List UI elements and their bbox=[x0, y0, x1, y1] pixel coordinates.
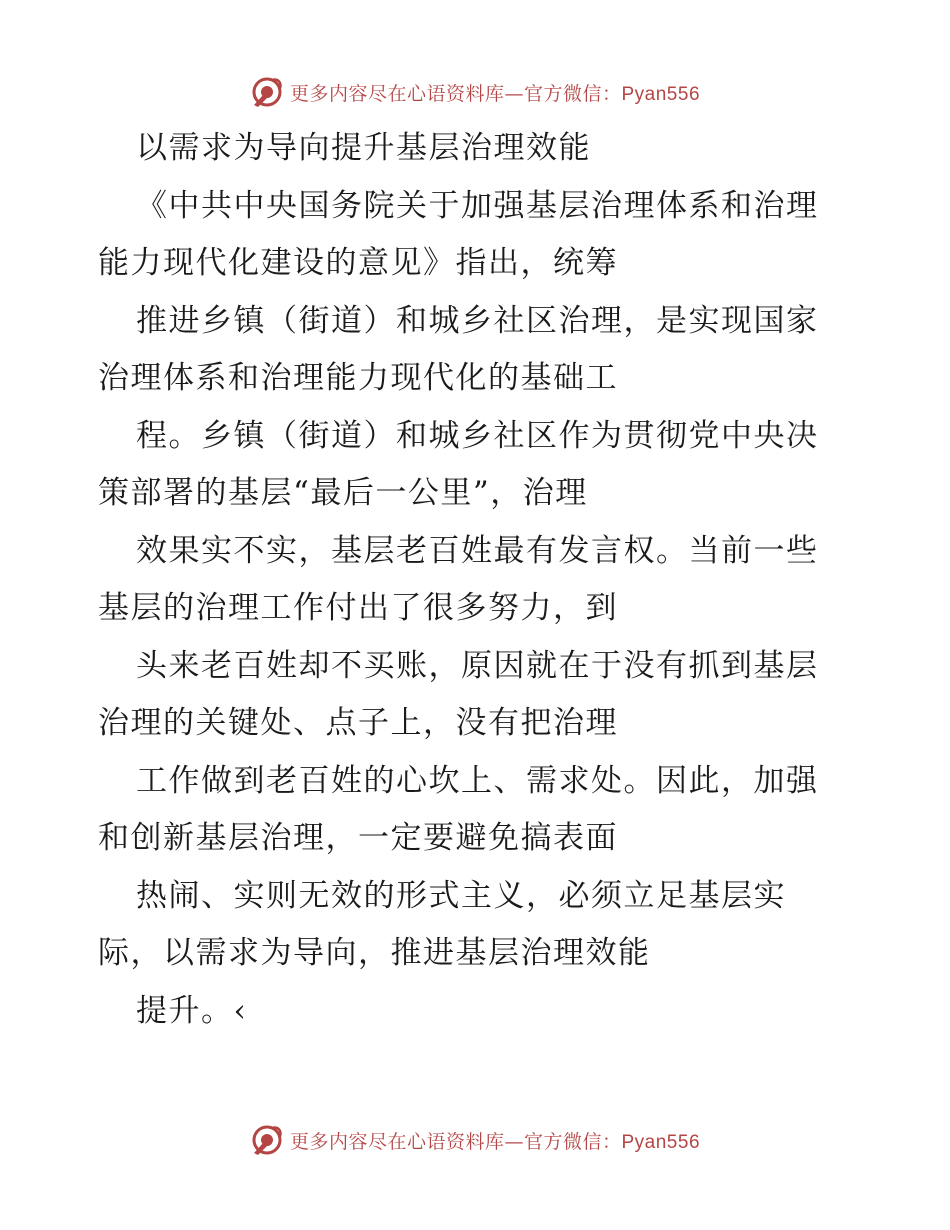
paragraph-line: 和创新基层治理，一定要避免搞表面 bbox=[98, 820, 618, 856]
paragraph-line: 热闹、实则无效的形式主义，必须立足基层实 bbox=[136, 877, 786, 914]
watermark-wechat-id: Pyan556 bbox=[621, 1131, 701, 1153]
header-watermark bbox=[0, 72, 950, 112]
paragraph-line: 《中共中央国务院关于加强基层治理体系和治理 bbox=[136, 187, 819, 224]
watermark-text bbox=[290, 79, 700, 106]
paragraph-line: 治理的关键处、点子上，没有把治理 bbox=[98, 705, 618, 741]
paragraph-line: 策部署的基层“最后一公里”，治理 bbox=[98, 475, 588, 511]
watermark-wechat-id: Pyan556 bbox=[621, 83, 701, 105]
pen-circle-logo-icon bbox=[250, 75, 284, 109]
watermark-text bbox=[290, 1127, 700, 1154]
paragraph-line: 工作做到老百姓的心坎上、需求处。因此，加强 bbox=[136, 762, 819, 799]
paragraph-line: 头来老百姓却不买账，原因就在于没有抓到基层 bbox=[136, 647, 819, 684]
footer-watermark bbox=[0, 1120, 950, 1160]
paragraph-line: 治理体系和治理能力现代化的基础工 bbox=[98, 360, 618, 396]
pen-circle-logo-icon bbox=[250, 1123, 284, 1157]
document-body bbox=[98, 120, 858, 1040]
paragraph-line: 效果实不实，基层老百姓最有发言权。当前一些 bbox=[136, 532, 819, 569]
paragraph-line: 程。乡镇（街道）和城乡社区作为贯彻党中央决 bbox=[136, 417, 819, 454]
watermark-label: 更多内容尽在心语资料库—官方微信： bbox=[289, 82, 622, 105]
watermark-label: 更多内容尽在心语资料库—官方微信： bbox=[289, 1130, 622, 1153]
paragraph-line: 能力现代化建设的意见》指出，统筹 bbox=[98, 245, 618, 281]
paragraph-line: 以需求为导向提升基层治理效能 bbox=[136, 130, 591, 166]
paragraph-line: 提升。‹ bbox=[136, 992, 248, 1029]
paragraph-line: 际，以需求为导向，推进基层治理效能 bbox=[98, 935, 651, 971]
paragraph-line: 基层的治理工作付出了很多努力，到 bbox=[98, 590, 618, 626]
paragraph-line: 推进乡镇（街道）和城乡社区治理，是实现国家 bbox=[136, 302, 819, 339]
